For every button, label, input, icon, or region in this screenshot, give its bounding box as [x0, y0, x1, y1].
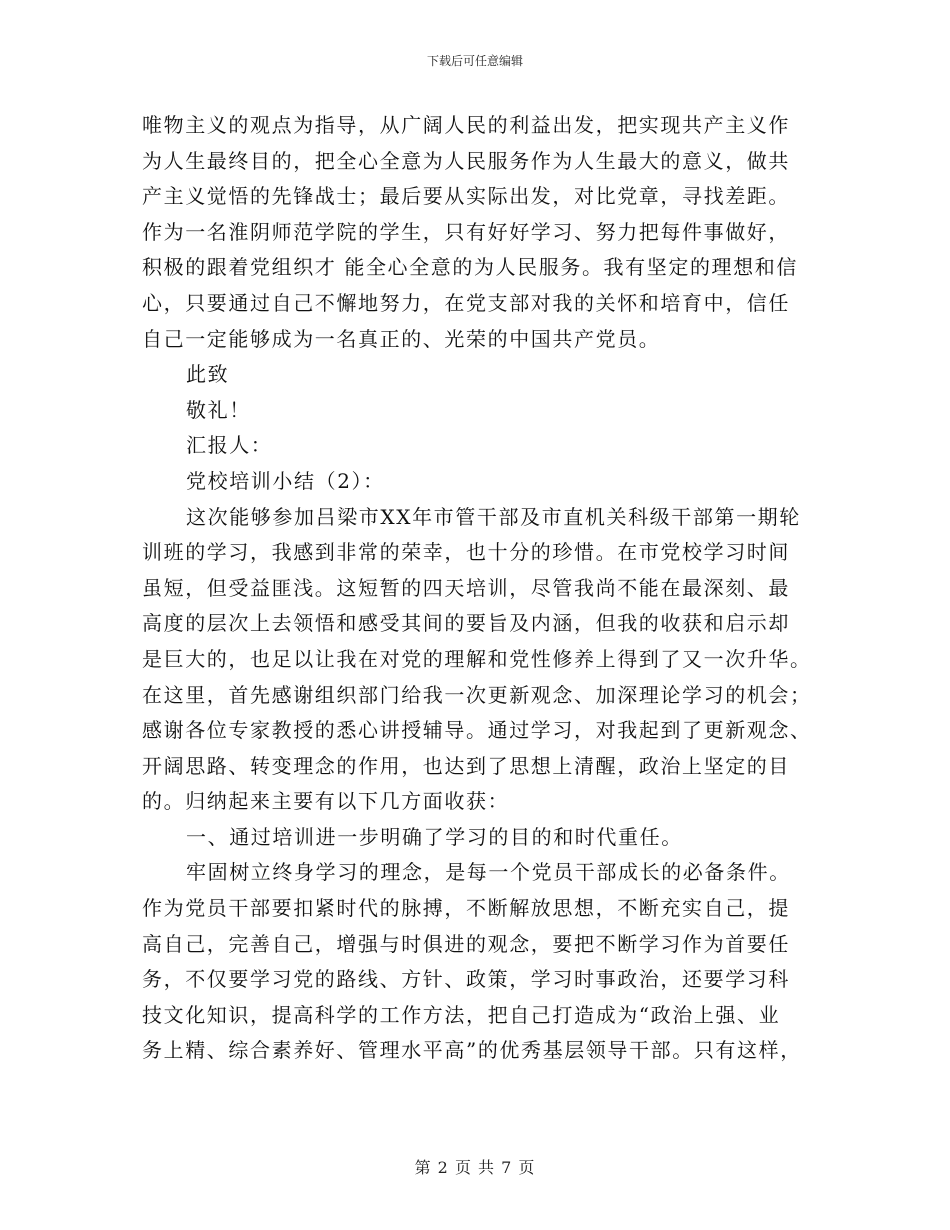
text-line: 汇报人：	[186, 433, 273, 458]
text-line: 务，不仅要学习党的路线、方针、政策，学习时事政治，还要学习科	[142, 967, 790, 992]
text-line: 虽短，但受益匪浅。这短暂的四天培训，尽管我尚不能在最深刻、最	[142, 575, 790, 600]
text-line: 这次能够参加吕梁市XX年市管干部及市直机关科级干部第一期轮	[186, 504, 801, 529]
text-line: 作为一名淮阴师范学院的学生，只有好好学习、努力把每件事做好，	[142, 219, 790, 244]
text-line: 作为党员干部要扣紧时代的脉搏，不断解放思想，不断充实自己，提	[142, 896, 790, 921]
text-line: 一、通过培训进一步明确了学习的目的和时代重任。	[186, 824, 683, 849]
text-line: 务上精、综合素养好、管理水平高”的优秀基层领导干部。只有这样，	[142, 1038, 802, 1063]
text-line: 自己一定能够成为一名真正的、光荣的中国共产党员。	[142, 326, 661, 351]
text-line: 高自己，完善自己，增强与时俱进的观念，要把不断学习作为首要任	[142, 931, 790, 956]
text-line: 感谢各位专家教授的悉心讲授辅导。通过学习，对我起到了更新观念、	[142, 718, 812, 743]
text-line: 的。归纳起来主要有以下几方面收获：	[142, 789, 510, 814]
text-line: 开阔思路、转变理念的作用，也达到了思想上清醒，政治上坚定的目	[142, 753, 790, 778]
text-line: 唯物主义的观点为指导，从广阔人民的利益出发，把实现共产主义作	[142, 113, 790, 137]
text-line: 是巨大的，也足以让我在对党的理解和党性修养上得到了又一次升华。	[142, 646, 812, 671]
text-line: 技文化知识，提高科学的工作方法，把自己打造成为“政治上强、业	[142, 1002, 781, 1027]
page-footer: 第 2 页 共 7 页	[414, 1158, 536, 1177]
document-body	[142, 108, 812, 1069]
text-line: 敬礼！	[186, 397, 251, 422]
text-line: 高度的层次上去领悟和感受其间的要旨及内涵，但我的收获和启示却	[142, 611, 790, 636]
text-line: 党校培训小结（2）：	[186, 468, 385, 493]
text-line: 心，只要通过自己不懈地努力，在党支部对我的关怀和培育中，信任	[142, 290, 790, 315]
text-line: 训班的学习，我感到非常的荣幸，也十分的珍惜。在市党校学习时间	[142, 540, 790, 565]
text-line: 此致	[186, 362, 230, 387]
page-header: 下载后可任意编辑	[426, 54, 523, 68]
text-line: 为人生最终目的，把全心全意为人民服务作为人生最大的意义，做共	[142, 148, 790, 173]
text-line: 牢固树立终身学习的理念，是每一个党员干部成长的必备条件。	[186, 860, 791, 885]
text-line: 产主义觉悟的先锋战士；最后要从实际出发，对比党章，寻找差距。	[142, 184, 790, 209]
text-line: 积极的跟着党组织才 能全心全意的为人民服务。我有坚定的理想和信	[142, 255, 798, 280]
text-line: 在这里，首先感谢组织部门给我一次更新观念、加深理论学习的机会；	[142, 682, 812, 707]
